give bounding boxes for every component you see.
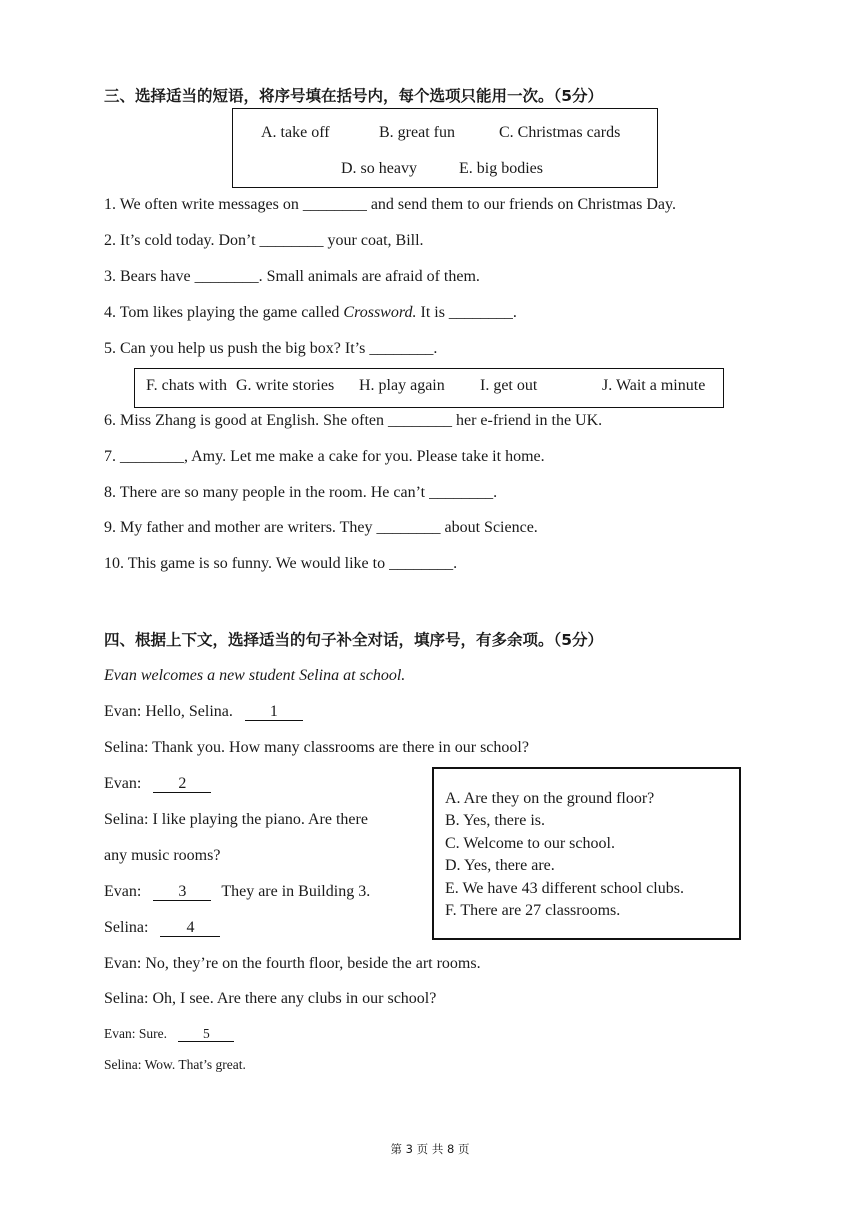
question-7: 7. ________, Amy. Let me make a cake for you. Please take it home. (104, 448, 545, 465)
dialogue-line-3-text: Evan: (104, 775, 142, 792)
answer-blank-3: 3 (153, 884, 211, 901)
section4-title: 四、根据上下文，选择适当的句子补全对话，填序号，有多余项。（5分） (104, 631, 604, 649)
answer-blank-1: 1 (245, 704, 303, 721)
answer-blank-4: 4 (160, 920, 220, 937)
dialogue-line-6-text: Selina: (104, 919, 149, 936)
question-4-text: 4. Tom likes playing the game called (104, 304, 344, 321)
dialogue-line-7: Evan: No, they’re on the fourth floor, beside the art rooms. (104, 955, 481, 972)
phrase-box-1 (232, 108, 658, 188)
option-h: H. play again (359, 377, 445, 394)
dialogue-line-9 (104, 1026, 234, 1042)
page-number-footer: 第 3 页 共 8 页 (390, 1142, 470, 1156)
question-5: 5. Can you help us push the big box? It’s ________. (104, 340, 438, 357)
option-f: F. chats with (146, 377, 227, 394)
sentence-option-c: C. Welcome to our school. (445, 835, 615, 852)
option-e: E. big bodies (459, 160, 543, 177)
option-d: D. so heavy (341, 160, 417, 177)
dialogue-line-10: Selina: Wow. That’s great. (104, 1057, 246, 1072)
question-4-game-name: Crossword. (343, 304, 417, 321)
section3-title: 三、选择适当的短语，将序号填在括号内，每个选项只能用一次。（5分） (104, 87, 604, 105)
option-g: G. write stories (236, 377, 335, 394)
question-3: 3. Bears have ________. Small animals are afraid of them. (104, 268, 480, 285)
question-6: 6. Miss Zhang is good at English. She often ________ her e-friend in the UK. (104, 412, 603, 429)
sentence-option-f: F. There are 27 classrooms. (445, 902, 621, 919)
option-j: J. Wait a minute (602, 377, 706, 394)
question-10: 10. This game is so funny. We would like to ________. (104, 555, 458, 572)
dialogue-line-5 (104, 883, 370, 901)
answer-blank-2: 2 (153, 776, 211, 793)
question-2: 2. It’s cold today. Don’t ________ your coat, Bill. (104, 232, 424, 249)
dialogue-line-4b: any music rooms? (104, 847, 221, 864)
option-i: I. get out (480, 377, 538, 394)
dialogue-line-4a: Selina: I like playing the piano. Are there (104, 811, 368, 828)
dialogue-line-1 (104, 703, 303, 721)
sentence-option-b: B. Yes, there is. (445, 812, 546, 829)
option-a: A. take off (261, 124, 330, 141)
answer-blank-5: 5 (178, 1027, 234, 1042)
question-4-rest: It is ________. (416, 304, 517, 321)
dialogue-intro: Evan welcomes a new student Selina at school. (104, 667, 406, 684)
dialogue-line-5-rest: They are in Building 3. (221, 883, 371, 900)
phrase-box-2 (134, 368, 724, 408)
dialogue-line-9-text: Evan: Sure. (104, 1026, 167, 1041)
sentence-option-e: E. We have 43 different school clubs. (445, 880, 684, 897)
question-1: 1. We often write messages on ________ and send them to our friends on Christmas Day. (104, 196, 676, 213)
dialogue-line-2: Selina: Thank you. How many classrooms are there in our school? (104, 739, 529, 756)
dialogue-line-8: Selina: Oh, I see. Are there any clubs in our school? (104, 990, 437, 1007)
option-c: C. Christmas cards (499, 124, 621, 141)
sentence-options-box (432, 767, 741, 940)
dialogue-line-3 (104, 775, 211, 793)
question-8: 8. There are so many people in the room. He can’t ________. (104, 484, 498, 501)
dialogue-line-6 (104, 919, 220, 937)
question-9: 9. My father and mother are writers. They ________ about Science. (104, 519, 538, 536)
option-b: B. great fun (379, 124, 455, 141)
sentence-option-a: A. Are they on the ground floor? (445, 790, 655, 807)
question-4 (104, 304, 517, 322)
sentence-option-d: D. Yes, there are. (445, 857, 555, 874)
dialogue-line-5-text: Evan: (104, 883, 142, 900)
dialogue-line-1-text: Evan: Hello, Selina. (104, 703, 233, 720)
